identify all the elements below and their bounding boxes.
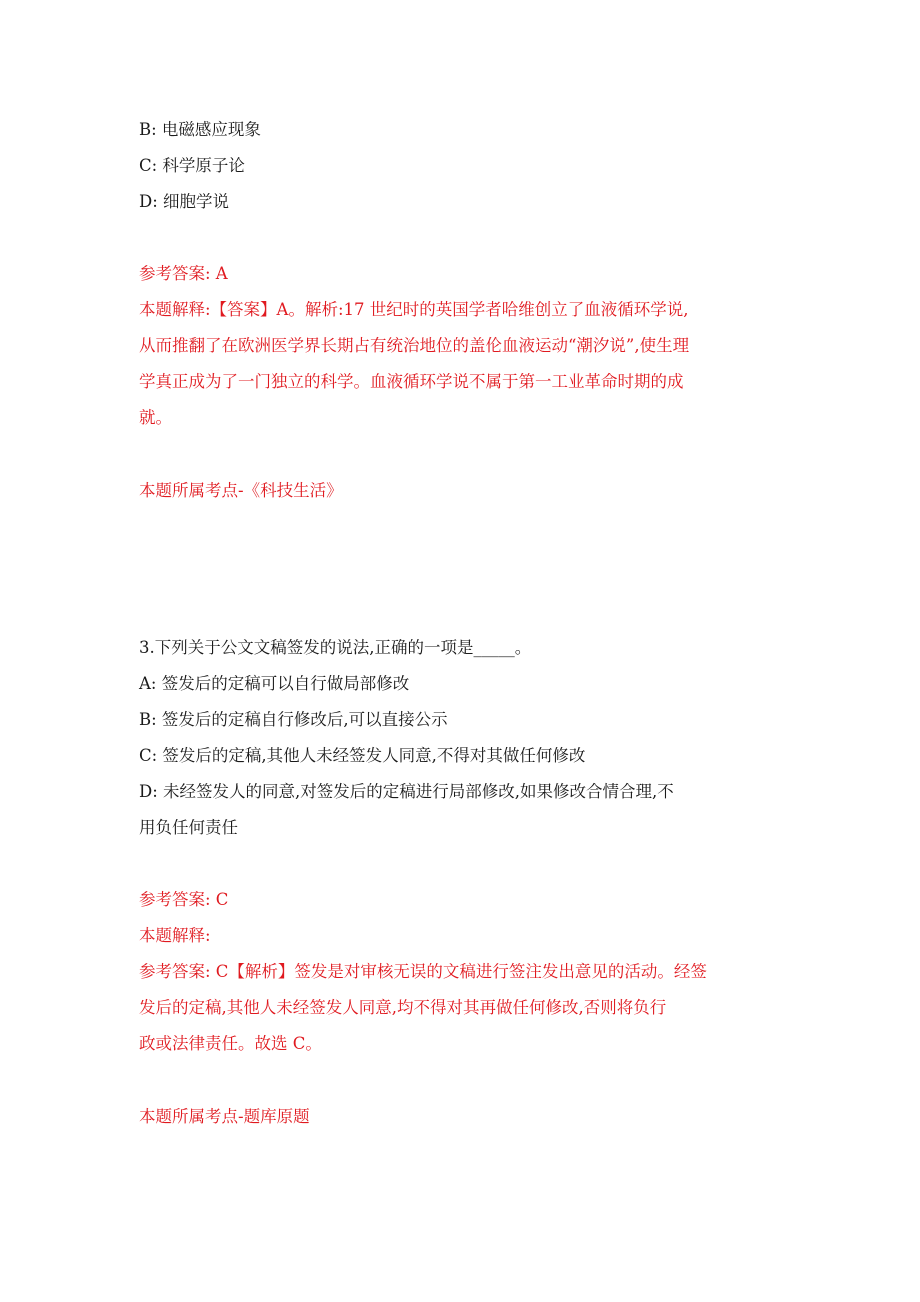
q3-topic: 本题所属考点-题库原题 bbox=[139, 1107, 310, 1126]
q3-explanation-label: 本题解释: bbox=[139, 926, 211, 945]
q2-topic: 本题所属考点-《科技生活》 bbox=[139, 481, 343, 500]
q2-answer: 参考答案: A bbox=[139, 264, 228, 283]
q3-option-b: B: 签发后的定稿自行修改后,可以直接公示 bbox=[139, 710, 448, 729]
q3-answer: 参考答案: C bbox=[139, 890, 229, 909]
q3-question: 3.下列关于公文文稿签发的说法,正确的一项是_____。 bbox=[139, 638, 532, 657]
q3-option-d-line-1: D: 未经签发人的同意,对签发后的定稿进行局部修改,如果修改合情合理,不 bbox=[139, 782, 674, 801]
q2-option-b: B: 电磁感应现象 bbox=[139, 120, 261, 139]
q3-explanation-line-1: 参考答案: C【解析】签发是对审核无误的文稿进行签注发出意见的活动。经签 bbox=[139, 962, 707, 981]
q3-option-a: A: 签发后的定稿可以自行做局部修改 bbox=[139, 674, 410, 693]
q3-explanation-line-2: 发后的定稿,其他人未经签发人同意,均不得对其再做任何修改,否则将负行 bbox=[139, 998, 667, 1017]
q3-explanation-line-3: 政或法律责任。故选 C。 bbox=[139, 1034, 322, 1053]
q2-explanation-line-2: 从而推翻了在欧洲医学界长期占有统治地位的盖伦血液运动“潮汐说”,使生理 bbox=[139, 336, 690, 355]
q2-explanation-line-4: 就。 bbox=[139, 408, 172, 427]
q2-explanation-line-1: 本题解释:【答案】A。解析:17 世纪时的英国学者哈维创立了血液循环学说, bbox=[139, 300, 689, 319]
q3-option-d-line-2: 用负任何责任 bbox=[139, 818, 238, 837]
q2-option-d: D: 细胞学说 bbox=[139, 192, 230, 211]
q2-explanation-line-3: 学真正成为了一门独立的科学。血液循环学说不属于第一工业革命时期的成 bbox=[139, 372, 684, 391]
q2-option-c: C: 科学原子论 bbox=[139, 156, 245, 175]
q3-option-c: C: 签发后的定稿,其他人未经签发人同意,不得对其做任何修改 bbox=[139, 746, 586, 765]
